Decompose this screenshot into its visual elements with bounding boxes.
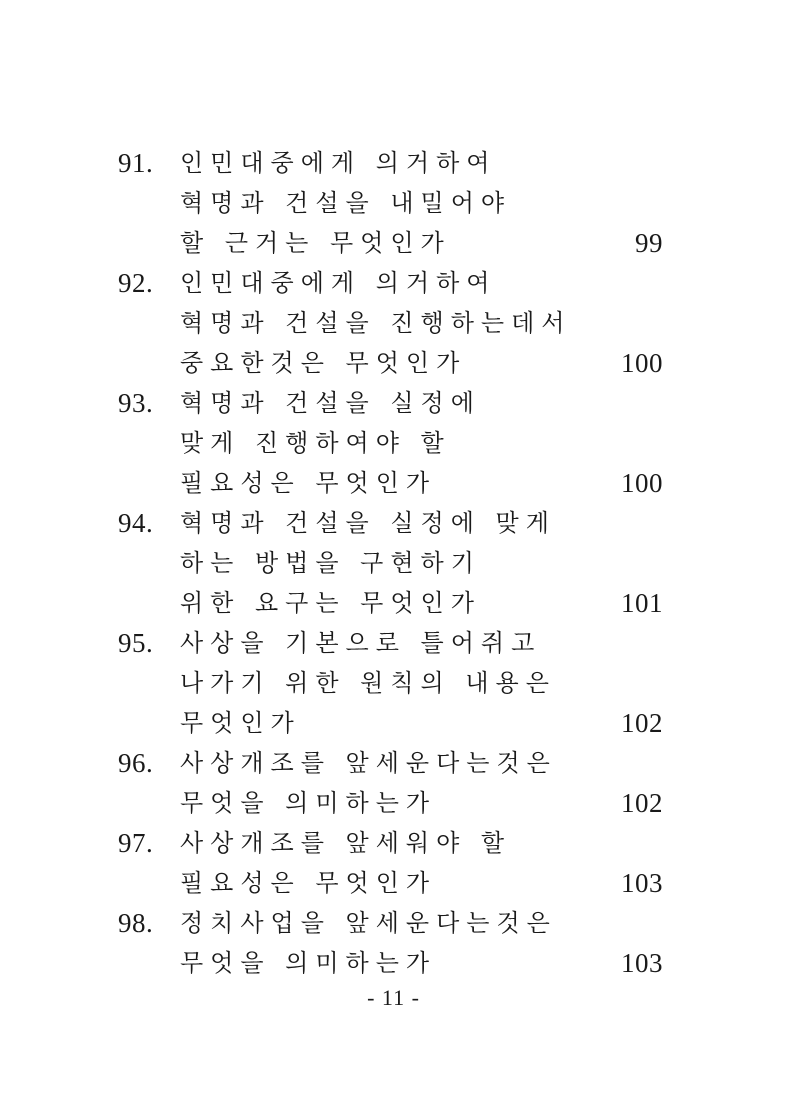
entry-page-number: 100: [621, 348, 663, 378]
entry-page-number: 102: [621, 708, 663, 738]
dot-leader: [453, 223, 627, 263]
toc-entry-91-line-3: [118, 223, 663, 263]
toc-entry-98-line-1: [118, 903, 663, 943]
entry-title-line: 무엇인가: [180, 709, 301, 737]
entry-title-line: 무엇을 의미하는가: [180, 949, 437, 977]
page-footer-number: - 11 -: [367, 985, 420, 1010]
dot-leader: [438, 943, 613, 983]
entry-title-line: 필요성은 무엇인가: [180, 869, 437, 897]
entry-title-line: 인민대중에게 의거하여: [180, 149, 497, 177]
toc-entry-92-line-3: [118, 343, 663, 383]
entry-title-line: 필요성은 무엇인가: [180, 469, 437, 497]
toc-entry-93-line-3: [118, 463, 663, 503]
toc-entry-92-line-2: [118, 303, 663, 343]
entry-page-number: 99: [635, 228, 663, 258]
entry-number: 98.: [118, 908, 154, 938]
toc-entry-95-line-2: [118, 663, 663, 703]
entry-page-number: 101: [621, 588, 663, 618]
toc-entry-98-line-2: [118, 943, 663, 983]
toc-entry-95-line-3: [118, 703, 663, 743]
entry-title-line: 무엇을 의미하는가: [180, 789, 437, 817]
dot-leader: [468, 343, 613, 383]
entry-title-line: 나가기 위한 원칙의 내용은: [180, 669, 556, 697]
toc-entry-91-line-1: [118, 143, 663, 183]
dot-leader: [438, 863, 613, 903]
toc-entry-94-line-3: [118, 583, 663, 623]
toc-entry-91-line-2: [118, 183, 663, 223]
entry-title-line: 인민대중에게 의거하여: [180, 269, 497, 297]
entry-title-line: 맞게 진행하여야 할: [180, 429, 451, 457]
entry-title-line: 중요한것은 무엇인가: [180, 349, 467, 377]
entry-number: 97.: [118, 828, 154, 858]
dot-leader: [438, 463, 613, 503]
dot-leader: [303, 703, 613, 743]
toc-entry-93-line-1: [118, 383, 663, 423]
entry-number: 94.: [118, 508, 154, 538]
entry-title-line: 사상개조를 앞세워야 할: [180, 829, 512, 857]
entry-number: 95.: [118, 628, 154, 658]
toc-entry-93-line-2: [118, 423, 663, 463]
toc-entry-97-line-1: [118, 823, 663, 863]
dot-leader: [483, 583, 613, 623]
entry-number: 93.: [118, 388, 154, 418]
entry-title-line: 혁명과 건설을 실정에 맞게: [180, 509, 556, 537]
entry-title-line: 혁명과 건설을 진행하는데서: [180, 309, 572, 337]
entry-page-number: 103: [621, 948, 663, 978]
entry-title-line: 정치사업을 앞세운다는것은: [180, 909, 557, 937]
entry-title-line: 사상을 기본으로 틀어쥐고: [180, 629, 542, 657]
entry-title-line: 하는 방법을 구현하기: [180, 549, 481, 577]
table-of-contents: [118, 143, 663, 983]
toc-entry-96-line-2: [118, 783, 663, 823]
entry-title-line: 혁명과 건설을 내밀어야: [180, 189, 512, 217]
toc-entry-96-line-1: [118, 743, 663, 783]
toc-entry-97-line-2: [118, 863, 663, 903]
entry-title-line: 위한 요구는 무엇인가: [180, 589, 481, 617]
toc-entry-95-line-1: [118, 623, 663, 663]
entry-page-number: 102: [621, 788, 663, 818]
entry-number: 92.: [118, 268, 154, 298]
entry-page-number: 100: [621, 468, 663, 498]
entry-number: 96.: [118, 748, 154, 778]
entry-number: 91.: [118, 148, 154, 178]
entry-page-number: 103: [621, 868, 663, 898]
entry-title-line: 사상개조를 앞세운다는것은: [180, 749, 557, 777]
entry-title-line: 할 근거는 무엇인가: [180, 229, 451, 257]
dot-leader: [438, 783, 613, 823]
toc-entry-94-line-2: [118, 543, 663, 583]
entry-title-line: 혁명과 건설을 실정에: [180, 389, 481, 417]
toc-entry-94-line-1: [118, 503, 663, 543]
toc-entry-92-line-1: [118, 263, 663, 303]
